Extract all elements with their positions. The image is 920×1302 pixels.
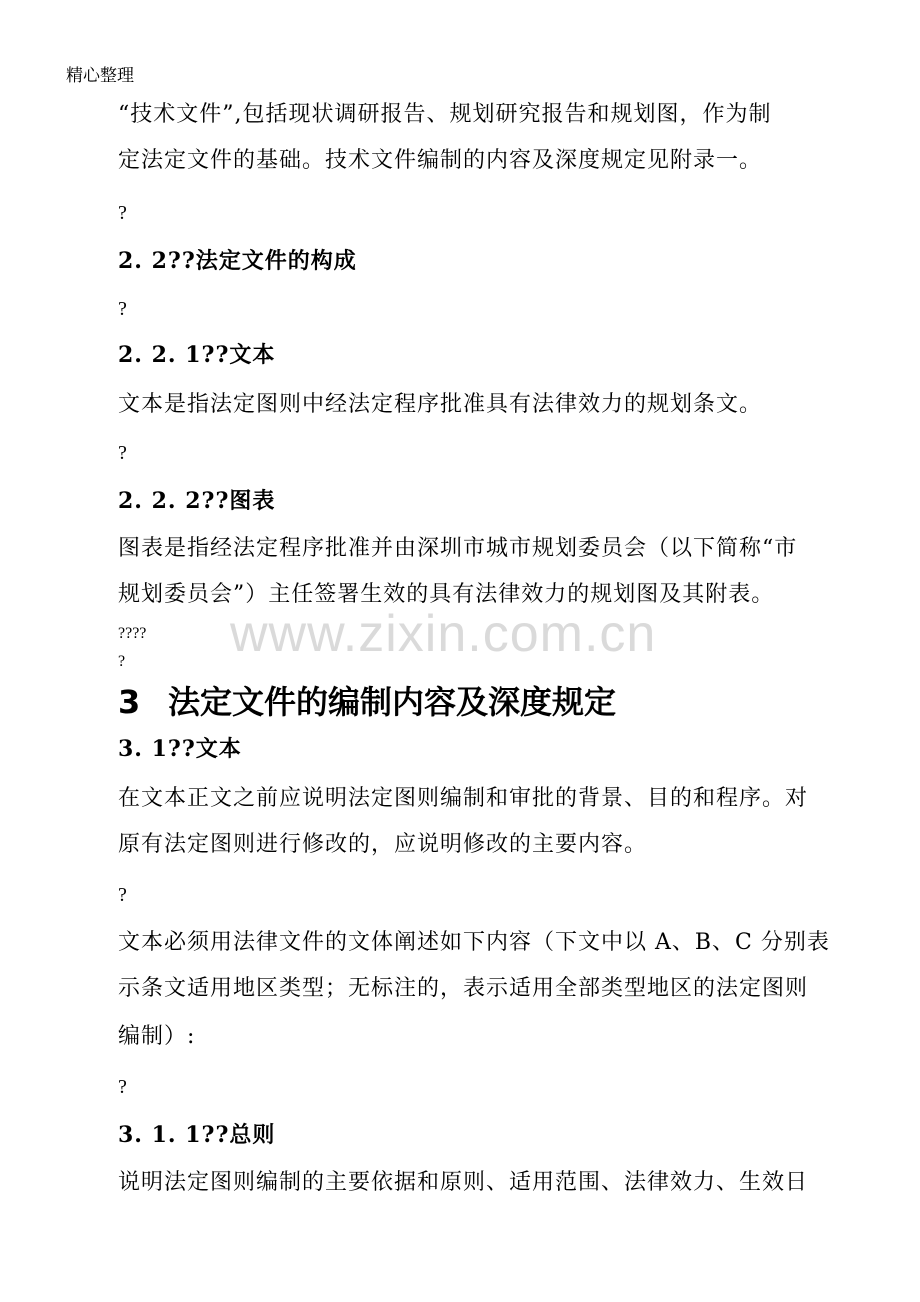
paragraph-line: 编制）: [118, 1024, 196, 1049]
paragraph-line: 原有法定图则进行修改的，应说明修改的主要内容。 [118, 832, 648, 857]
paragraph-line: 文本是指法定图则中经法定程序批准具有法律效力的规划条文。 [118, 392, 763, 417]
chapter-number: 3 [118, 683, 141, 721]
paragraph-line: 规划委员会”）主任签署生效的具有法律效力的规划图及其附表。 [118, 582, 775, 607]
paragraph-line: 示条文适用地区类型；无标注的，表示适用全部类型地区的法定图则 [118, 976, 809, 1001]
placeholder-mark: ? [118, 298, 127, 320]
paragraph-line: 说明法定图则编制的主要依据和原则、适用范围、法律效力、生效日 [118, 1170, 809, 1195]
chapter-heading [118, 680, 616, 724]
page-header-label: 精心整理 [66, 66, 134, 86]
chapter-title: 法定文件的编制内容及深度规定 [168, 683, 617, 721]
placeholder-mark: ? [118, 202, 127, 224]
section-heading-3-1: 3. 1??文本 [118, 736, 242, 762]
placeholder-mark: ? [118, 884, 127, 906]
paragraph-line: “技术文件”,包括现状调研报告、规划研究报告和规划图，作为制 [118, 102, 772, 127]
paragraph-line: 图表是指经法定程序批准并由深圳市城市规划委员会（以下简称“市 [118, 536, 798, 561]
section-heading-2-2-1: 2. 2. 1??文本 [118, 342, 276, 368]
placeholder-mark: ? [118, 442, 127, 464]
section-heading-2-2-2: 2. 2. 2??图表 [118, 488, 276, 514]
section-heading-3-1-1: 3. 1. 1??总则 [118, 1122, 276, 1148]
placeholder-mark: ? [118, 1076, 127, 1098]
section-heading-2-2: 2. 2??法定文件的构成 [118, 248, 357, 274]
paragraph-line: 定法定文件的基础。技术文件编制的内容及深度规定见附录一。 [118, 148, 763, 173]
paragraph-line: 文本必须用法律文件的文体阐述如下内容（下文中以 A、B、C 分别表 [118, 930, 830, 955]
paragraph-line: 在文本正文之前应说明法定图则编制和审批的背景、目的和程序。对 [118, 786, 809, 811]
placeholder-mark: ???? [118, 625, 147, 642]
placeholder-mark: ? [118, 653, 126, 670]
watermark: www.zixin.com.cn [230, 605, 657, 663]
